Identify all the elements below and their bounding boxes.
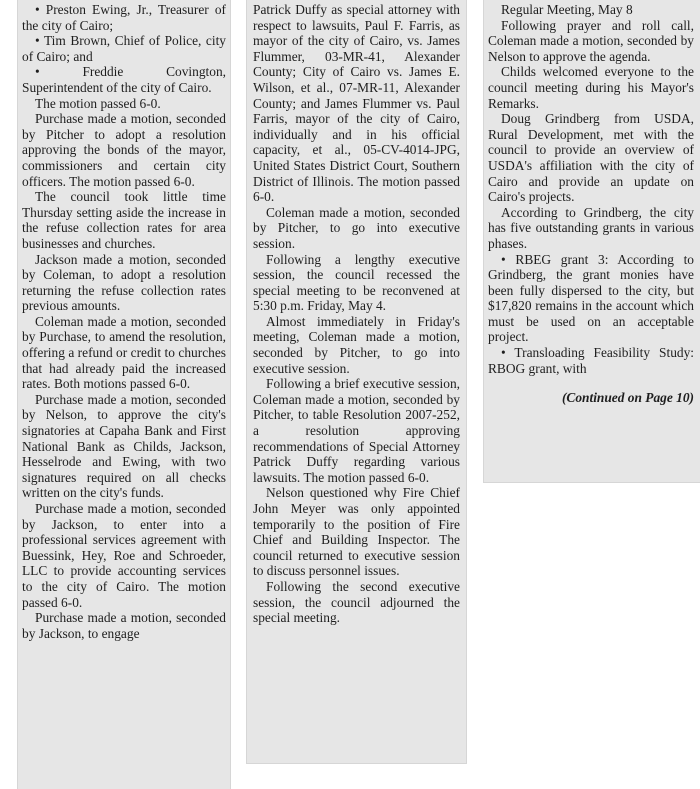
paragraph: Childs welcomed everyone to the council meeting during his Mayor's Remarks. bbox=[488, 64, 694, 111]
paragraph: Following the second executive session, the council adjourned the special meeting. bbox=[253, 578, 460, 626]
paragraph: • Tim Brown, Chief of Police, city of Cairo; and bbox=[22, 33, 226, 64]
paragraph: Nelson questioned why Fire Chief John Meyer was only appointed temporarily to the position of Fire Chief and Building Inspector. The council returned to executive session to discuss personnel issues. bbox=[253, 485, 460, 579]
paragraph: Purchase made a motion, seconded by Nelson, to approve the city's signatories at Capaha Bank and First National Bank as Childs, Jackson, Hesselrode and Ewing, with two signatures required on all checks written on the city's funds. bbox=[22, 391, 226, 501]
paragraph: Following a brief executive session, Coleman made a motion, seconded by Pitcher, to table Resolution 2007-252, a resolution approving recommendations of Special Attorney Patrick Duffy regarding various lawsuits. The motion passed 6-0. bbox=[253, 376, 460, 485]
paragraph: Purchase made a motion, seconded by Jackson, to engage bbox=[22, 610, 226, 641]
article-column-2 bbox=[247, 0, 466, 763]
paragraph: The council took little time Thursday setting aside the increase in the refuse collection rates for area businesses and churches. bbox=[22, 189, 226, 251]
paragraph: • Transloading Feasibility Study: RBOG grant, with bbox=[488, 345, 694, 376]
paragraph: • Preston Ewing, Jr., Treasurer of the city of Cairo; bbox=[22, 2, 226, 33]
subheading: Regular Meeting, May 8 bbox=[501, 2, 633, 17]
paragraph: The motion passed 6-0. bbox=[35, 95, 161, 111]
paragraph: • Freddie Covington, Superintendent of the city of Cairo. bbox=[22, 64, 226, 95]
article-column-1 bbox=[18, 0, 230, 789]
paragraph: Almost immediately in Friday's meeting, Coleman made a motion, seconded by Pitcher, to go into executive session. bbox=[253, 313, 460, 376]
paragraph: • RBEG grant 3: According to Grindberg, the grant monies have been fully dispersed to the city, but $17,820 remains in the account which must be used on an acceptable project. bbox=[488, 251, 694, 345]
article-column-3 bbox=[484, 0, 700, 482]
paragraph: Coleman made a motion, seconded by Purchase, to amend the resolution, offering a refund or credit to churches that had already paid the increased rates. Both motions passed 6-0. bbox=[22, 313, 226, 392]
paragraph: Jackson made a motion, seconded by Coleman, to adopt a resolution returning the refuse collection rates previous amounts. bbox=[22, 251, 226, 314]
paragraph: Doug Grindberg from USDA, Rural Development, met with the council to provide an overview of USDA's affiliation with the city of Cairo and provide an update on Cairo's projects. bbox=[488, 111, 694, 205]
paragraph: According to Grindberg, the city has five outstanding grants in various phases. bbox=[488, 204, 694, 251]
continued-notice: (Continued on Page 10) bbox=[561, 390, 694, 406]
paragraph: Following prayer and roll call, Coleman made a motion, seconded by Nelson to approve the agenda. bbox=[488, 17, 694, 64]
paragraph: Purchase made a motion, seconded by Pitcher to adopt a resolution approving the bonds of the mayor, commissioners and certain city officers. The motion passed 6-0. bbox=[22, 111, 226, 189]
paragraph: Coleman made a motion, seconded by Pitcher, to go into executive session. bbox=[253, 204, 460, 251]
paragraph: Following a lengthy executive session, the council recessed the special meeting to be reconvened at 5:30 p.m. Friday, May 4. bbox=[253, 251, 460, 314]
paragraph: Purchase made a motion, seconded by Jackson, to enter into a professional services agreement with Buessink, Hey, Roe and Schroeder, LLC to provide accounting services to the city of Cairo. The motion passed 6-0. bbox=[22, 501, 226, 610]
paragraph: Patrick Duffy as special attorney with respect to lawsuits, Paul F. Farris, as mayor of the city of Cairo, vs. James Flummer, 03-MR-41, Alexander County; City of Cairo vs. James E. Wilson, et al., 07-MR-11, Alexander County; and James Flummer vs. Paul Farris, mayor of the city of Cairo, individually and in his official capacity, et al., 05-CV-4014-JPG, United States District Court, Southern District of Illinois. The motion passed 6-0. bbox=[253, 2, 460, 205]
